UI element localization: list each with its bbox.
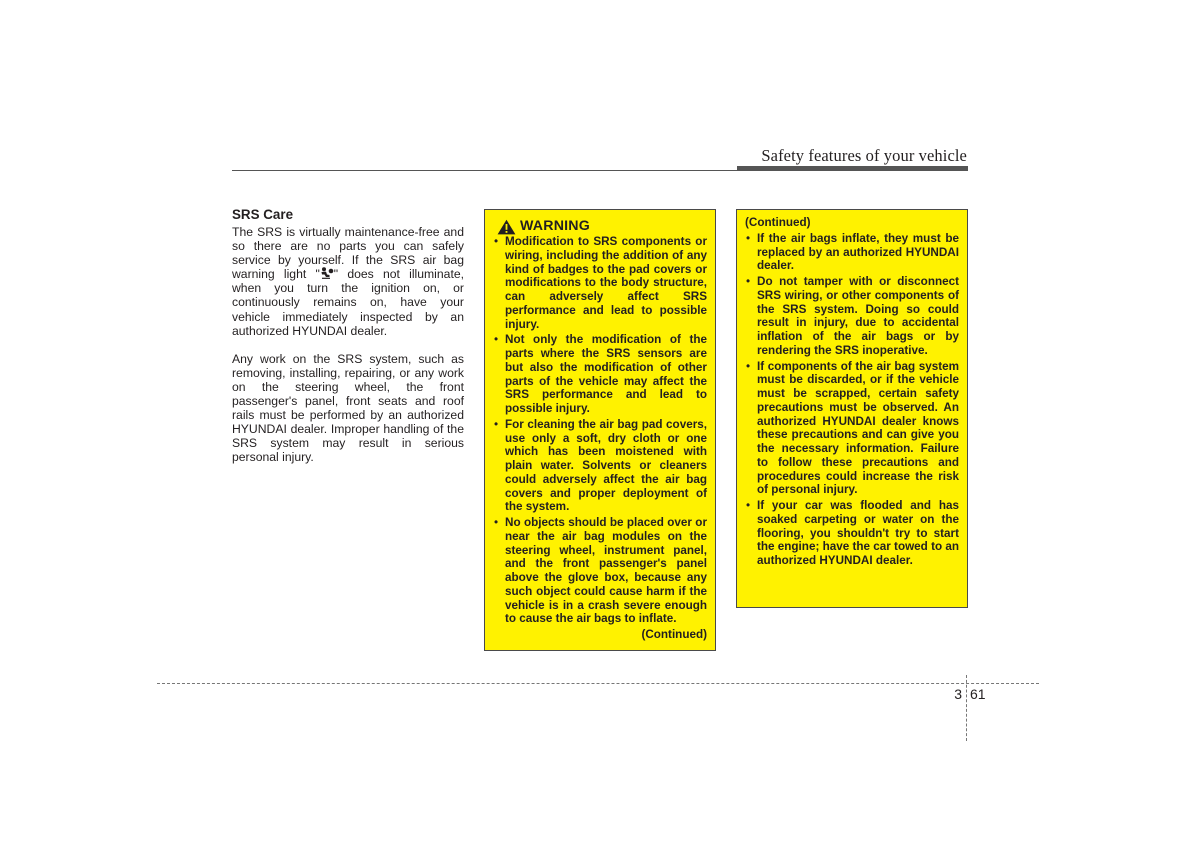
srs-care-paragraph-2: Any work on the SRS system, such as removing, installing, repairing, or any work on the steering wheel, the front passenger's panel, front seats and roof rails must be performed by an authorized HYUNDAI dealer. Improper handling of the SRS system may result in serious personal injury. xyxy=(232,351,464,465)
warning-item: • No objects should be placed over or near the air bag modules on the steering wheel, instrument panel, and the front passenger's panel above the glove box, because any such object could cause harm if the vehicle is in a crash severe enough to cause the air bags to inflate. xyxy=(493,516,707,626)
warning-list xyxy=(493,235,707,626)
continued-label-top: (Continued) xyxy=(745,216,811,229)
warning-triangle-icon xyxy=(497,219,516,235)
warning-header xyxy=(493,219,707,235)
warning-item: • If the air bags inflate, they must be replaced by an authorized HYUNDAI dealer. xyxy=(745,232,959,273)
footer-rule xyxy=(157,683,1039,684)
continued-label: (Continued) xyxy=(641,628,707,641)
srs-care-p1-text-a: The SRS is virtually maintenance-free and so there are no parts you can safely service by yourself. If the SRS air bag warning light " xyxy=(232,225,464,282)
page-header-title: Safety features of your vehicle xyxy=(761,146,967,165)
chapter-number: 3 xyxy=(954,686,962,702)
srs-care-section xyxy=(232,207,464,479)
warning-item: • Not only the modification of the parts where the SRS sensors are but also the modification of other parts of the vehicle may affect the SRS performance and lead to possible injury. xyxy=(493,333,707,416)
srs-care-paragraph-1 xyxy=(232,225,464,338)
warning-box xyxy=(484,209,716,651)
warning-item: • If your car was flooded and has soaked carpeting or water on the flooring, you shouldn't try to start the engine; have the car towed to an authorized HYUNDAI dealer. xyxy=(745,499,959,568)
warning-item: • For cleaning the air bag pad covers, use only a soft, dry cloth or one which has been moistened with plain water. Solvents or cleaners could adversely affect the air bag covers and proper deployment of the system. xyxy=(493,418,707,514)
warning-list-continued xyxy=(745,232,959,568)
warning-item: • Do not tamper with or disconnect SRS wiring, or other components of the SRS system. Doing so could result in injury, due to accidental inflation of the air bags or by rendering the SRS inoperative. xyxy=(745,275,959,358)
srs-care-heading: SRS Care xyxy=(232,207,294,222)
warning-item: • If components of the air bag system must be discarded, or if the vehicle must be scrapped, certain safety precautions must be observed. An authorized HYUNDAI dealer knows these precautions and can give you the necessary information. Failure to follow these precautions and procedures could increase the risk of personal injury. xyxy=(745,360,959,498)
page-number: 61 xyxy=(970,686,986,702)
warning-title: WARNING xyxy=(520,218,590,235)
header-rule-thick xyxy=(737,166,968,171)
warning-box-continued xyxy=(736,209,968,608)
srs-care-p1-text-b: " does not illuminate, when you turn the ignition on, or continuously remains on, have your vehicle immediately inspected by an authorized HYUNDAI dealer. xyxy=(232,267,464,338)
airbag-warning-light-icon xyxy=(320,267,334,279)
page-number-divider xyxy=(966,675,967,741)
warning-item: • Modification to SRS components or wiring, including the addition of any kind of badges to the pad covers or modifications to the body structure, can adversely affect SRS performance and lead to possible injury. xyxy=(493,235,707,331)
header-rule xyxy=(232,170,737,171)
